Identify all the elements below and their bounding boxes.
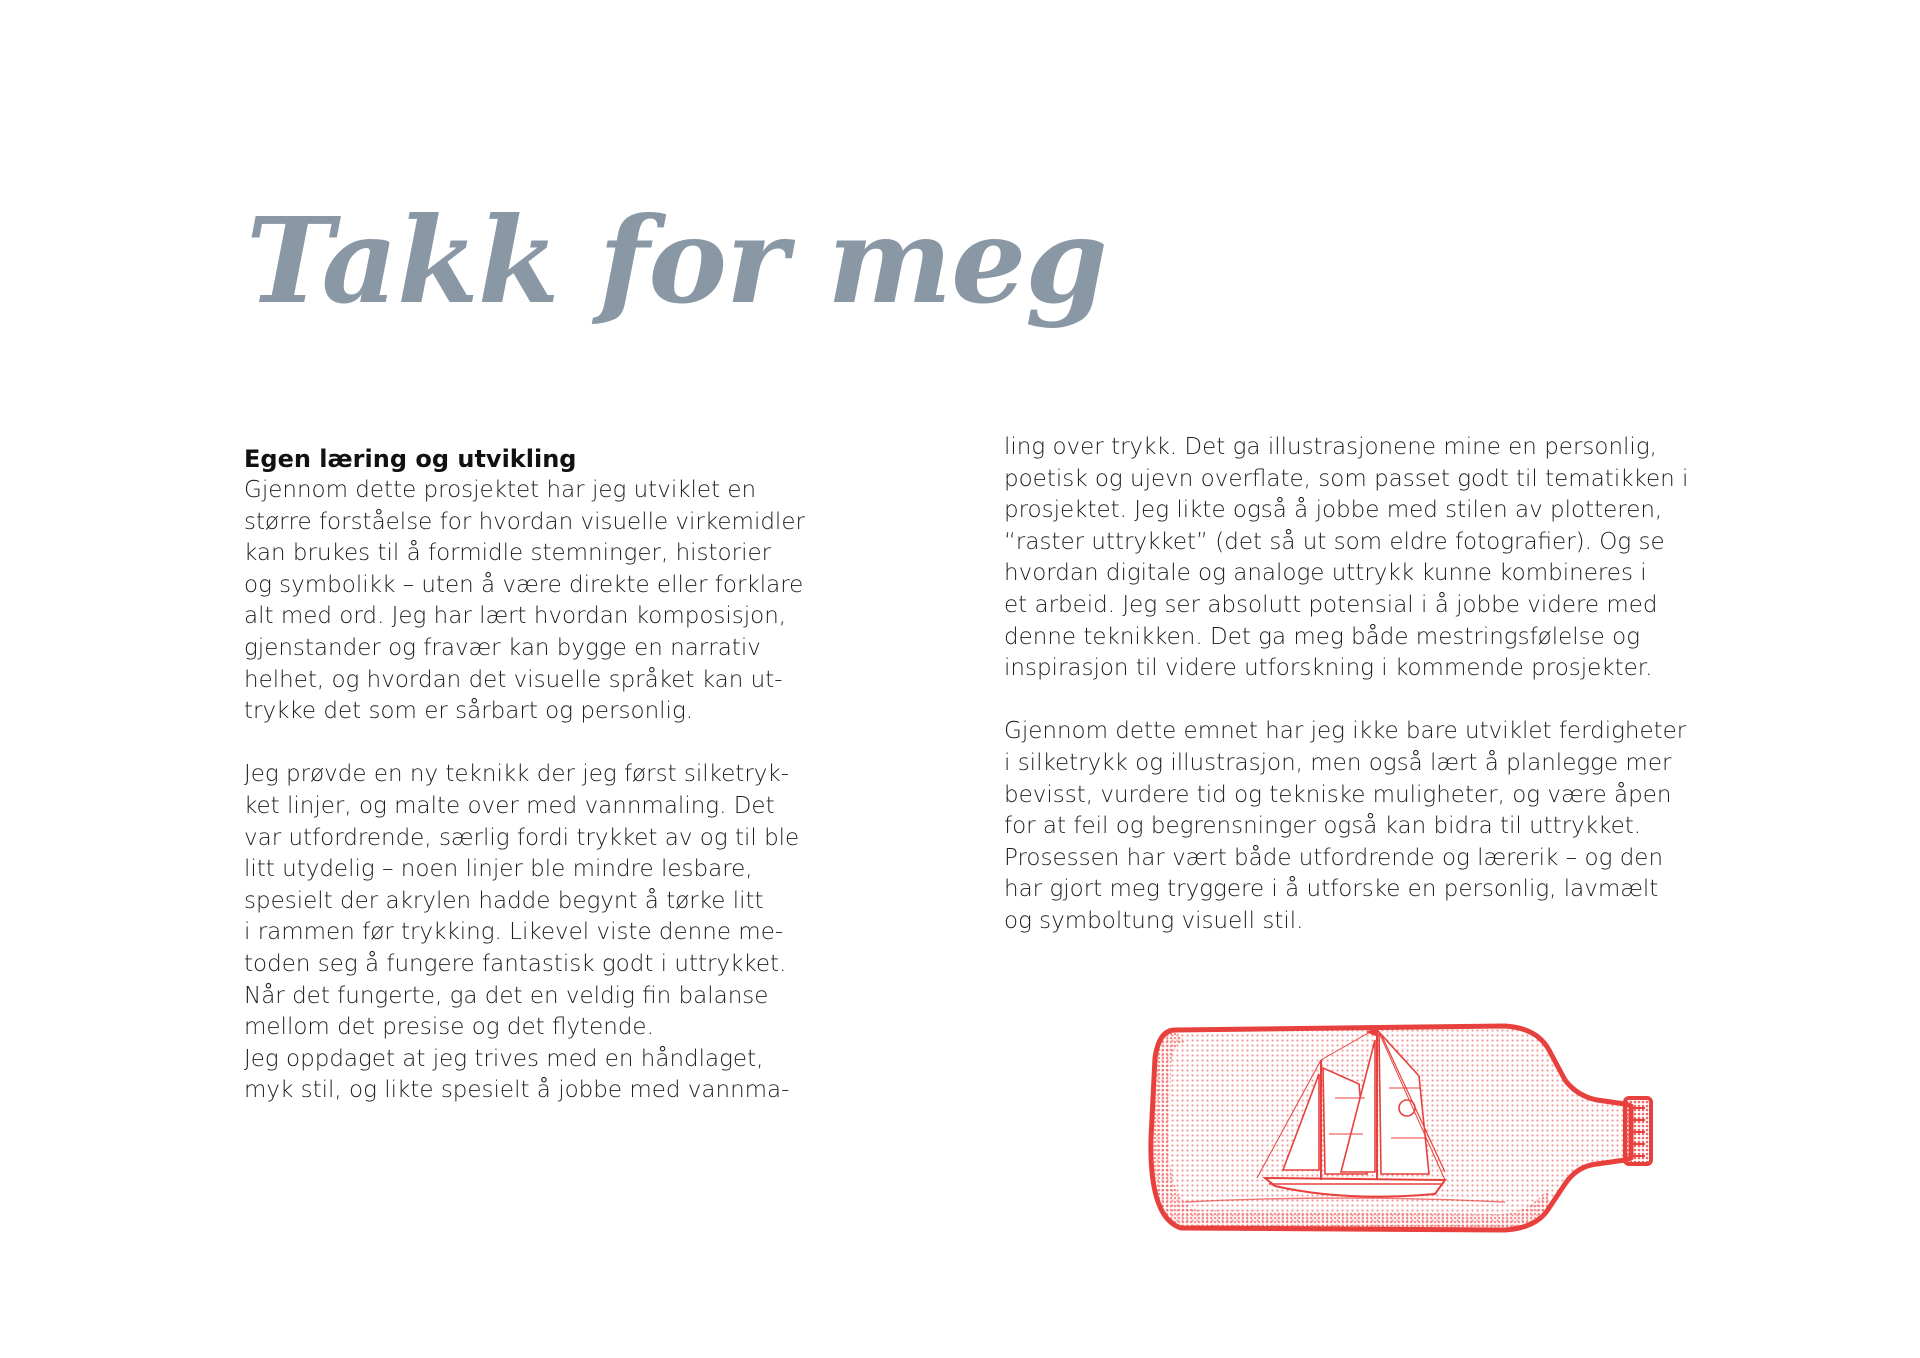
text-line: poetisk og ujevn overflate, som passet godt til tematikken i [1004, 465, 1689, 492]
left-paragraph-1 [244, 475, 844, 728]
left-text-column [244, 443, 844, 1107]
text-line: og symboltung visuell stil. [1004, 907, 1304, 934]
text-line: Gjennom dette emnet har jeg ikke bare utviklet ferdigheter [1004, 718, 1687, 745]
text-line: et arbeid. Jeg ser absolutt potensial i å jobbe videre med [1004, 591, 1658, 618]
text-line: Når det fungerte, ga det en veldig fin balanse [244, 982, 769, 1009]
text-line: alt med ord. Jeg har lært hvordan komposisjon, [244, 603, 787, 630]
text-line: mellom det presise og det flytende. [244, 1014, 654, 1041]
text-line: ling over trykk. Det ga illustrasjonene mine en personlig, [1004, 434, 1657, 460]
text-line: Prosessen har vært både utfordrende og lærerik – og den [1004, 844, 1664, 871]
text-line: spesielt der akrylen hadde begynt å tørke litt [244, 887, 764, 914]
text-line: myk stil, og likte spesielt å jobbe med vannma- [244, 1077, 790, 1104]
section-heading: Egen læring og utvikling [244, 445, 577, 473]
text-line: toden seg å fungere fantastisk godt i uttrykket. [244, 950, 787, 977]
text-line: kan brukes til å formidle stemninger, historier [244, 540, 772, 567]
text-line: inspirasjon til videre utforskning i kommende prosjekter. [1004, 655, 1653, 682]
text-line: litt utydelig – noen linjer ble mindre lesbare, [244, 856, 753, 883]
text-line: trykke det som er sårbart og personlig. [244, 698, 694, 725]
text-line: Jeg oppdaget at jeg trives med en håndlaget, [244, 1045, 764, 1072]
text-line: større forståelse for hvordan visuelle virkemidler [244, 508, 805, 535]
paragraph-spacer [244, 728, 844, 760]
text-line: har gjort meg tryggere i å utforske en personlig, lavmælt [1004, 876, 1659, 903]
text-line: prosjektet. Jeg likte også å jobbe med stilen av plotteren, [1004, 497, 1663, 524]
text-line: i silketrykk og illustrasjon, men også lært å planlegge mer [1004, 749, 1672, 776]
ship-in-bottle-illustration [1145, 988, 1665, 1250]
paragraph-spacer [1004, 685, 1604, 717]
text-line: “raster uttrykket” (det så ut som eldre fotografier). Og se [1004, 528, 1665, 555]
text-line: i rammen før trykking. Likevel viste denne me- [244, 919, 784, 946]
text-line: og symbolikk – uten å være direkte eller forklare [244, 571, 804, 598]
text-line: Jeg prøvde en ny teknikk der jeg først silketryk- [244, 761, 790, 788]
text-line: gjenstander og fravær kan bygge en narrativ [244, 634, 761, 661]
text-line: bevisst, vurdere tid og tekniske muligheter, og være åpen [1004, 781, 1672, 808]
ship-in-bottle-icon [1145, 988, 1665, 1250]
page-title: Takk for meg [246, 191, 1107, 330]
text-line: helhet, og hvordan det visuelle språket kan ut- [244, 666, 783, 693]
right-paragraph-2 [1004, 716, 1687, 937]
text-line: Gjennom dette prosjektet har jeg utviklet en [244, 477, 757, 503]
left-paragraph-2 [244, 759, 844, 1107]
text-line: denne teknikken. Det ga meg både mestringsfølelse og [1004, 623, 1640, 650]
text-line: hvordan digitale og analoge uttrykk kunne kombineres i [1004, 560, 1647, 587]
right-text-column [1004, 432, 1689, 938]
text-line: var utfordrende, særlig fordi trykket av og til ble [244, 824, 800, 851]
text-line: ket linjer, og malte over med vannmaling. Det [244, 792, 775, 819]
right-paragraph-1 [1004, 432, 1689, 685]
text-line: for at feil og begrensninger også kan bidra til uttrykket. [1004, 813, 1642, 840]
